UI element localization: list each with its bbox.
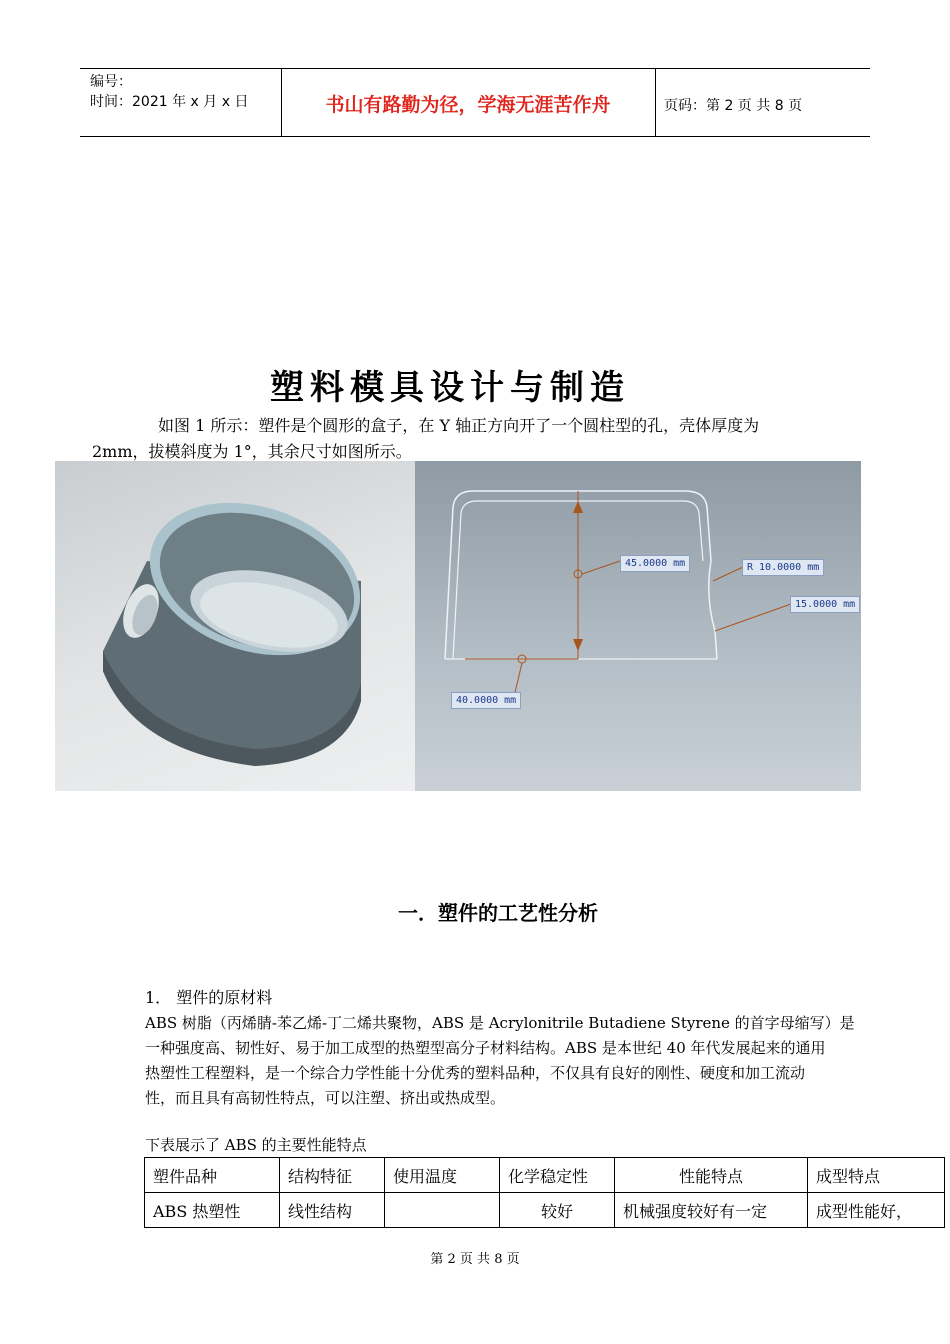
table-header-row [145,1158,945,1193]
table-caption: 下表展示了 ABS 的主要性能特点 [145,1136,367,1154]
table-header-cell: 结构特征 [280,1158,385,1193]
dimension-offset-label: 15.0000 mm [790,596,860,613]
dimension-radius-label: R 10.0000 mm [742,559,824,576]
table-header-cell: 化学稳定性 [500,1158,615,1193]
paragraph-line-2: 一种强度高、韧性好、易于加工成型的热塑型高分子材料结构。ABS 是本世纪 40 年代发展起来的通用 [145,1039,826,1057]
table-cell: 机械强度较好有一定 [615,1193,808,1228]
section-title: 一．塑件的工艺性分析 [398,901,598,925]
table-cell: 较好 [500,1193,615,1228]
table-cell: 线性结构 [280,1193,385,1228]
header-time-label: 时间：2021 年 x 月 x 日 [90,94,249,110]
properties-table [144,1157,945,1228]
header-bottom-rule [80,136,870,137]
table-row [145,1193,945,1228]
header-motto: 书山有路勤为径，学海无涯苦作舟 [325,94,611,116]
table-header-cell: 使用温度 [385,1158,500,1193]
paragraph-line-1: ABS 树脂（丙烯腈-苯乙烯-丁二烯共聚物，ABS 是 Acrylonitrile Butadiene Styrene 的首字母缩写）是 [145,1014,855,1032]
part-2d-drawing [415,461,861,791]
table-cell [385,1193,500,1228]
cylinder-part-illustration [55,461,417,791]
paragraph-line-3: 热塑性工程塑料，是一个综合力学性能十分优秀的塑料品种，不仅具有良好的刚性、硬度和加工流动 [145,1064,806,1082]
part-3d-render [55,461,417,791]
dimension-width-label: 40.0000 mm [451,692,521,709]
subsection-title: 1． 塑件的原材料 [145,988,273,1007]
intro-line-1: 如图 1 所示：塑件是个圆形的盒子，在 Y 轴正方向开了一个圆柱型的孔，壳体厚度为 [158,416,760,435]
header-number-label: 编号： [90,74,132,90]
document-title: 塑料模具设计与制造 [270,368,630,408]
table-cell: 成型性能好， [808,1193,945,1228]
table-header-cell: 塑件品种 [145,1158,280,1193]
table-header-cell: 成型特点 [808,1158,945,1193]
header-page-label: 页码：第 2 页 共 8 页 [664,98,803,114]
page-footer: 第 2 页 共 8 页 [430,1252,520,1267]
table-header-cell: 性能特点 [615,1158,808,1193]
intro-line-2: 2mm，拔模斜度为 1°，其余尺寸如图所示。 [92,442,412,461]
dimension-height-label: 45.0000 mm [620,555,690,572]
paragraph-line-4: 性，而且具有高韧性特点，可以注塑、挤出或热成型。 [145,1089,506,1107]
header-divider-2 [655,68,656,136]
profile-sketch [415,461,861,791]
table-cell: ABS 热塑性 [145,1193,280,1228]
header-top-rule [80,68,870,69]
